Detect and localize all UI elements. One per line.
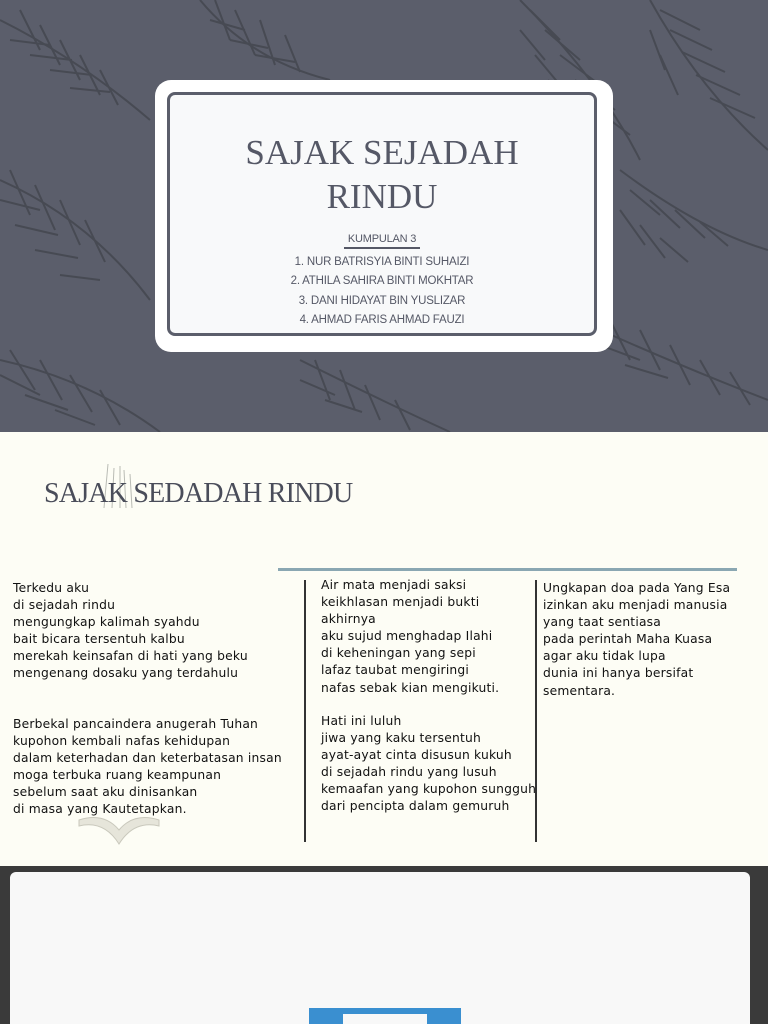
poem-stanza: [543, 580, 730, 700]
poem-line: kemaafan yang kupohon sungguh: [321, 782, 537, 797]
group-label-text: KUMPULAN 3: [344, 233, 420, 249]
poem-line: izinkan aku menjadi manusia: [543, 598, 728, 613]
poem-stanza: [321, 713, 536, 816]
poem-line: ayat-ayat cinta disusun kukuh: [321, 747, 512, 762]
title-divider: [278, 568, 737, 571]
group-label: [170, 233, 594, 249]
poem-line: dari pencipta dalam gemuruh: [321, 799, 510, 814]
poem-stanza: [13, 580, 282, 683]
poem-line: bait bicara tersentuh kalbu: [13, 632, 185, 647]
title-card-frame: [167, 92, 597, 336]
poem-line: Berbekal pancaindera anugerah Tuhan: [13, 716, 259, 731]
poem-line: Air mata menjadi saksi: [321, 578, 467, 592]
poem-title: SAJAK SEDADAH RINDU: [44, 478, 353, 509]
poem-slide: [0, 432, 768, 866]
slide-title: [170, 131, 594, 219]
column-divider: [304, 580, 306, 842]
member-item: 2. ATHILA SAHIRA BINTI MOKHTAR: [290, 275, 474, 288]
poem-stanza: [321, 577, 536, 697]
poem-line: di sejadah rindu: [13, 598, 116, 613]
document-icon-inner: [343, 1014, 427, 1024]
member-item: 4. AHMAD FARIS AHMAD FAUZI: [299, 313, 465, 326]
poem-line: jiwa yang kaku tersentuh: [321, 730, 481, 745]
poem-line: di sejadah rindu yang lusuh: [321, 764, 497, 779]
poem-line: sebelum saat aku dinisankan: [13, 784, 198, 799]
poem-line: Ungkapan doa pada Yang Esa: [543, 581, 731, 595]
document-icon: [309, 1008, 461, 1024]
slide-paper: [10, 872, 750, 1024]
poem-line: lafaz taubat mengiringi: [321, 663, 470, 678]
poem-line: akhirnya: [321, 612, 376, 627]
poem-line: dunia ini hanya bersifat: [543, 666, 694, 681]
poem-line: agar aku tidak lupa: [543, 649, 666, 664]
poem-line: dalam keterhadan dan keterbatasan insan: [13, 750, 282, 765]
poem-line: mengungkap kalimah syahdu: [13, 615, 200, 630]
poem-line: mengenang dosaku yang terdahulu: [13, 666, 239, 681]
poem-line: moga terbuka ruang keampunan: [13, 767, 222, 782]
poem-column-1: [13, 580, 282, 818]
poem-line: Hati ini luluh: [321, 713, 402, 728]
member-list: [170, 253, 594, 330]
poem-column-2: [321, 577, 536, 815]
poem-stanza: [13, 716, 282, 819]
title-card: [155, 80, 613, 352]
poem-line: kupohon kembali nafas kehidupan: [13, 733, 231, 748]
poem-line: merekah keinsafan di hati yang beku: [13, 649, 248, 664]
poem-line: keikhlasan menjadi bukti: [321, 595, 480, 610]
third-slide: [0, 866, 768, 1024]
slide-title-line1: SAJAK SEJADAH: [245, 133, 519, 172]
poem-line: pada perintah Maha Kuasa: [543, 632, 713, 647]
poem-column-3: [543, 580, 730, 700]
member-item: 3. DANI HIDAYAT BIN YUSLIZAR: [298, 294, 466, 307]
title-slide: [0, 0, 768, 432]
poem-line: yang taat sentiasa: [543, 615, 662, 630]
poem-line: Terkedu aku: [13, 581, 90, 595]
poem-line: sementara.: [543, 683, 616, 698]
poem-line: nafas sebak kian mengikuti.: [321, 680, 500, 695]
poem-line: aku sujud menghadap Ilahi: [321, 629, 493, 644]
poem-line: di masa yang Kautetapkan.: [13, 802, 187, 817]
slide-title-line2: RINDU: [326, 177, 438, 216]
member-item: 1. NUR BATRISYIA BINTI SUHAIZI: [294, 256, 470, 268]
poem-line: di keheningan yang sepi: [321, 646, 476, 661]
